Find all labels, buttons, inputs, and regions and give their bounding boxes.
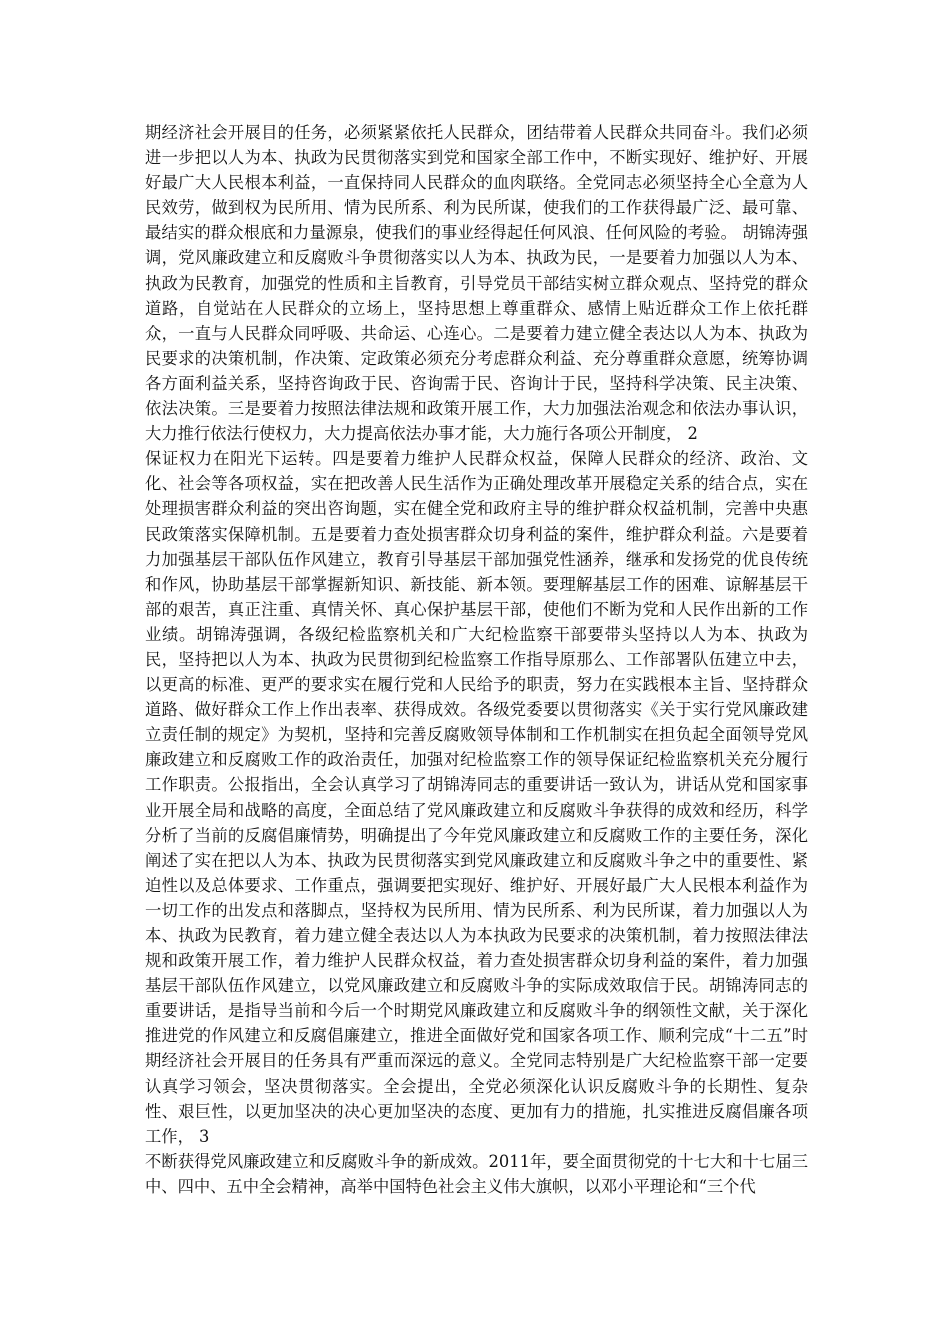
paragraph-3: 不断获得党风廉政建立和反腐败斗争的新成效。2011年，要全面贯彻党的十七大和十七届三中、四中、五中全会精神，高举中国特色社会主义伟大旗帜，以邓小平理论和“三个代: [145, 1151, 808, 1196]
paragraph-1: 期经济社会开展目的任务，必须紧紧依托人民群众，团结带着人民群众共同奋斗。我们必须进一步把以人为本、执政为民贯彻落实到党和国家全部工作中，不断实现好、维护好、开展好最广大人民根本利益，一直保持同人民群众的血肉联络。全党同志必须坚持全心全意为人民效劳，做到权为民所用、情为民所系、利为民所谋，使我们的工作获得最广泛、最可靠、最结实的群众根底和力量源泉，使我们的事业经得起任何风浪、任何风险的考验。 胡锦涛强调，党风廉政建立和反腐败斗争贯彻落实以人为本、执政为民，一是要着力加强以人为本、执政为民教育，加强党的性质和主旨教育，引导党员干部结实树立群众观点、坚持党的群众道路，自觉站在人民群众的立场上，坚持思想上尊重群众、感情上贴近群众工作上依托群众，一直与人民群众同呼吸、共命运、心连心。二是要着力建立健全表达以人为本、执政为民要求的决策机制，作决策、定政策必须充分考虑群众利益、充分尊重群众意愿，统筹协调各方面利益关系，坚持咨询政于民、咨询需于民、咨询计于民，坚持科学决策、民主决策、依法决策。三是要着力按照法律法规和政策开展工作，大力加强法治观念和依法办事认识，大力推行依法行使权力，大力提高依法办事才能，大力施行各项公开制度， 2: [145, 123, 808, 444]
document-body: [145, 120, 808, 1199]
paragraph-2: 保证权力在阳光下运转。四是要着力维护人民群众权益，保障人民群众的经济、政治、文化、社会等各项权益，实在把改善人民生活作为正确处理改革开展稳定关系的结合点，实在处理损害群众利益的突出咨询题，实在健全党和政府主导的维护群众权益机制，完善中央惠民政策落实保障机制。五是要着力查处损害群众切身利益的案件，维护群众利益。六是要着力加强基层干部队伍作风建立，教育引导基层干部加强党性涵养，继承和发扬党的优良传统和作风，协助基层干部掌握新知识、新技能、新本领。要理解基层工作的困难、谅解基层干部的艰苦，真正注重、真情关怀、真心保护基层干部，使他们不断为党和人民作出新的工作业绩。胡锦涛强调，各级纪检监察机关和广大纪检监察干部要带头坚持以人为本、执政为民，坚持把以人为本、执政为民贯彻到纪检监察工作指导原那么、工作部署队伍建立中去，以更高的标准、更严的要求实在履行党和人民给予的职责，努力在实践根本主旨、坚持群众道路、做好群众工作上作出表率、获得成效。各级党委要以贯彻落实《关于实行党风廉政建立责任制的规定》为契机，坚持和完善反腐败领导体制和工作机制实在担负起全面领导党风廉政建立和反腐败工作的政治责任，加强对纪检监察工作的领导保证纪检监察机关充分履行工作职责。公报指出，全会认真学习了胡锦涛同志的重要讲话一致认为，讲话从党和国家事业开展全局和战略的高度，全面总结了党风廉政建立和反腐败斗争获得的成效和经历，科学分析了当前的反腐倡廉情势，明确提出了今年党风廉政建立和反腐败工作的主要任务，深化阐述了实在把以人为本、执政为民贯彻落实到党风廉政建立和反腐败斗争之中的重要性、紧迫性以及总体要求、工作重点，强调要把实现好、维护好、开展好最广大人民根本利益作为一切工作的出发点和落脚点，坚持权为民所用、情为民所系、利为民所谋，着力加强以人为本、执政为民教育，着力建立健全表达以人为本执政为民要求的决策机制，着力按照法律法规和政策开展工作，着力维护人民群众权益，着力查处损害群众切身利益的案件，着力加强基层干部队伍作风建立，以党风廉政建立和反腐败斗争的实际成效取信于民。胡锦涛同志的重要讲话，是指导当前和今后一个时期党风廉政建立和反腐败斗争的纲领性文献，关于深化推进党的作风建立和反腐倡廉建立，推进全面做好党和国家各项工作、顺利完成“十二五”时期经济社会开展目的任务具有严重而深远的意义。全党同志特别是广大纪检监察干部一定要认真学习领会，坚决贯彻落实。全会提出，全党必须深化认识反腐败斗争的长期性、复杂性、艰巨性，以更加坚决的决心更加坚决的态度、更加有力的措施，扎实推进反腐倡廉各项工作， 3: [145, 449, 808, 1146]
